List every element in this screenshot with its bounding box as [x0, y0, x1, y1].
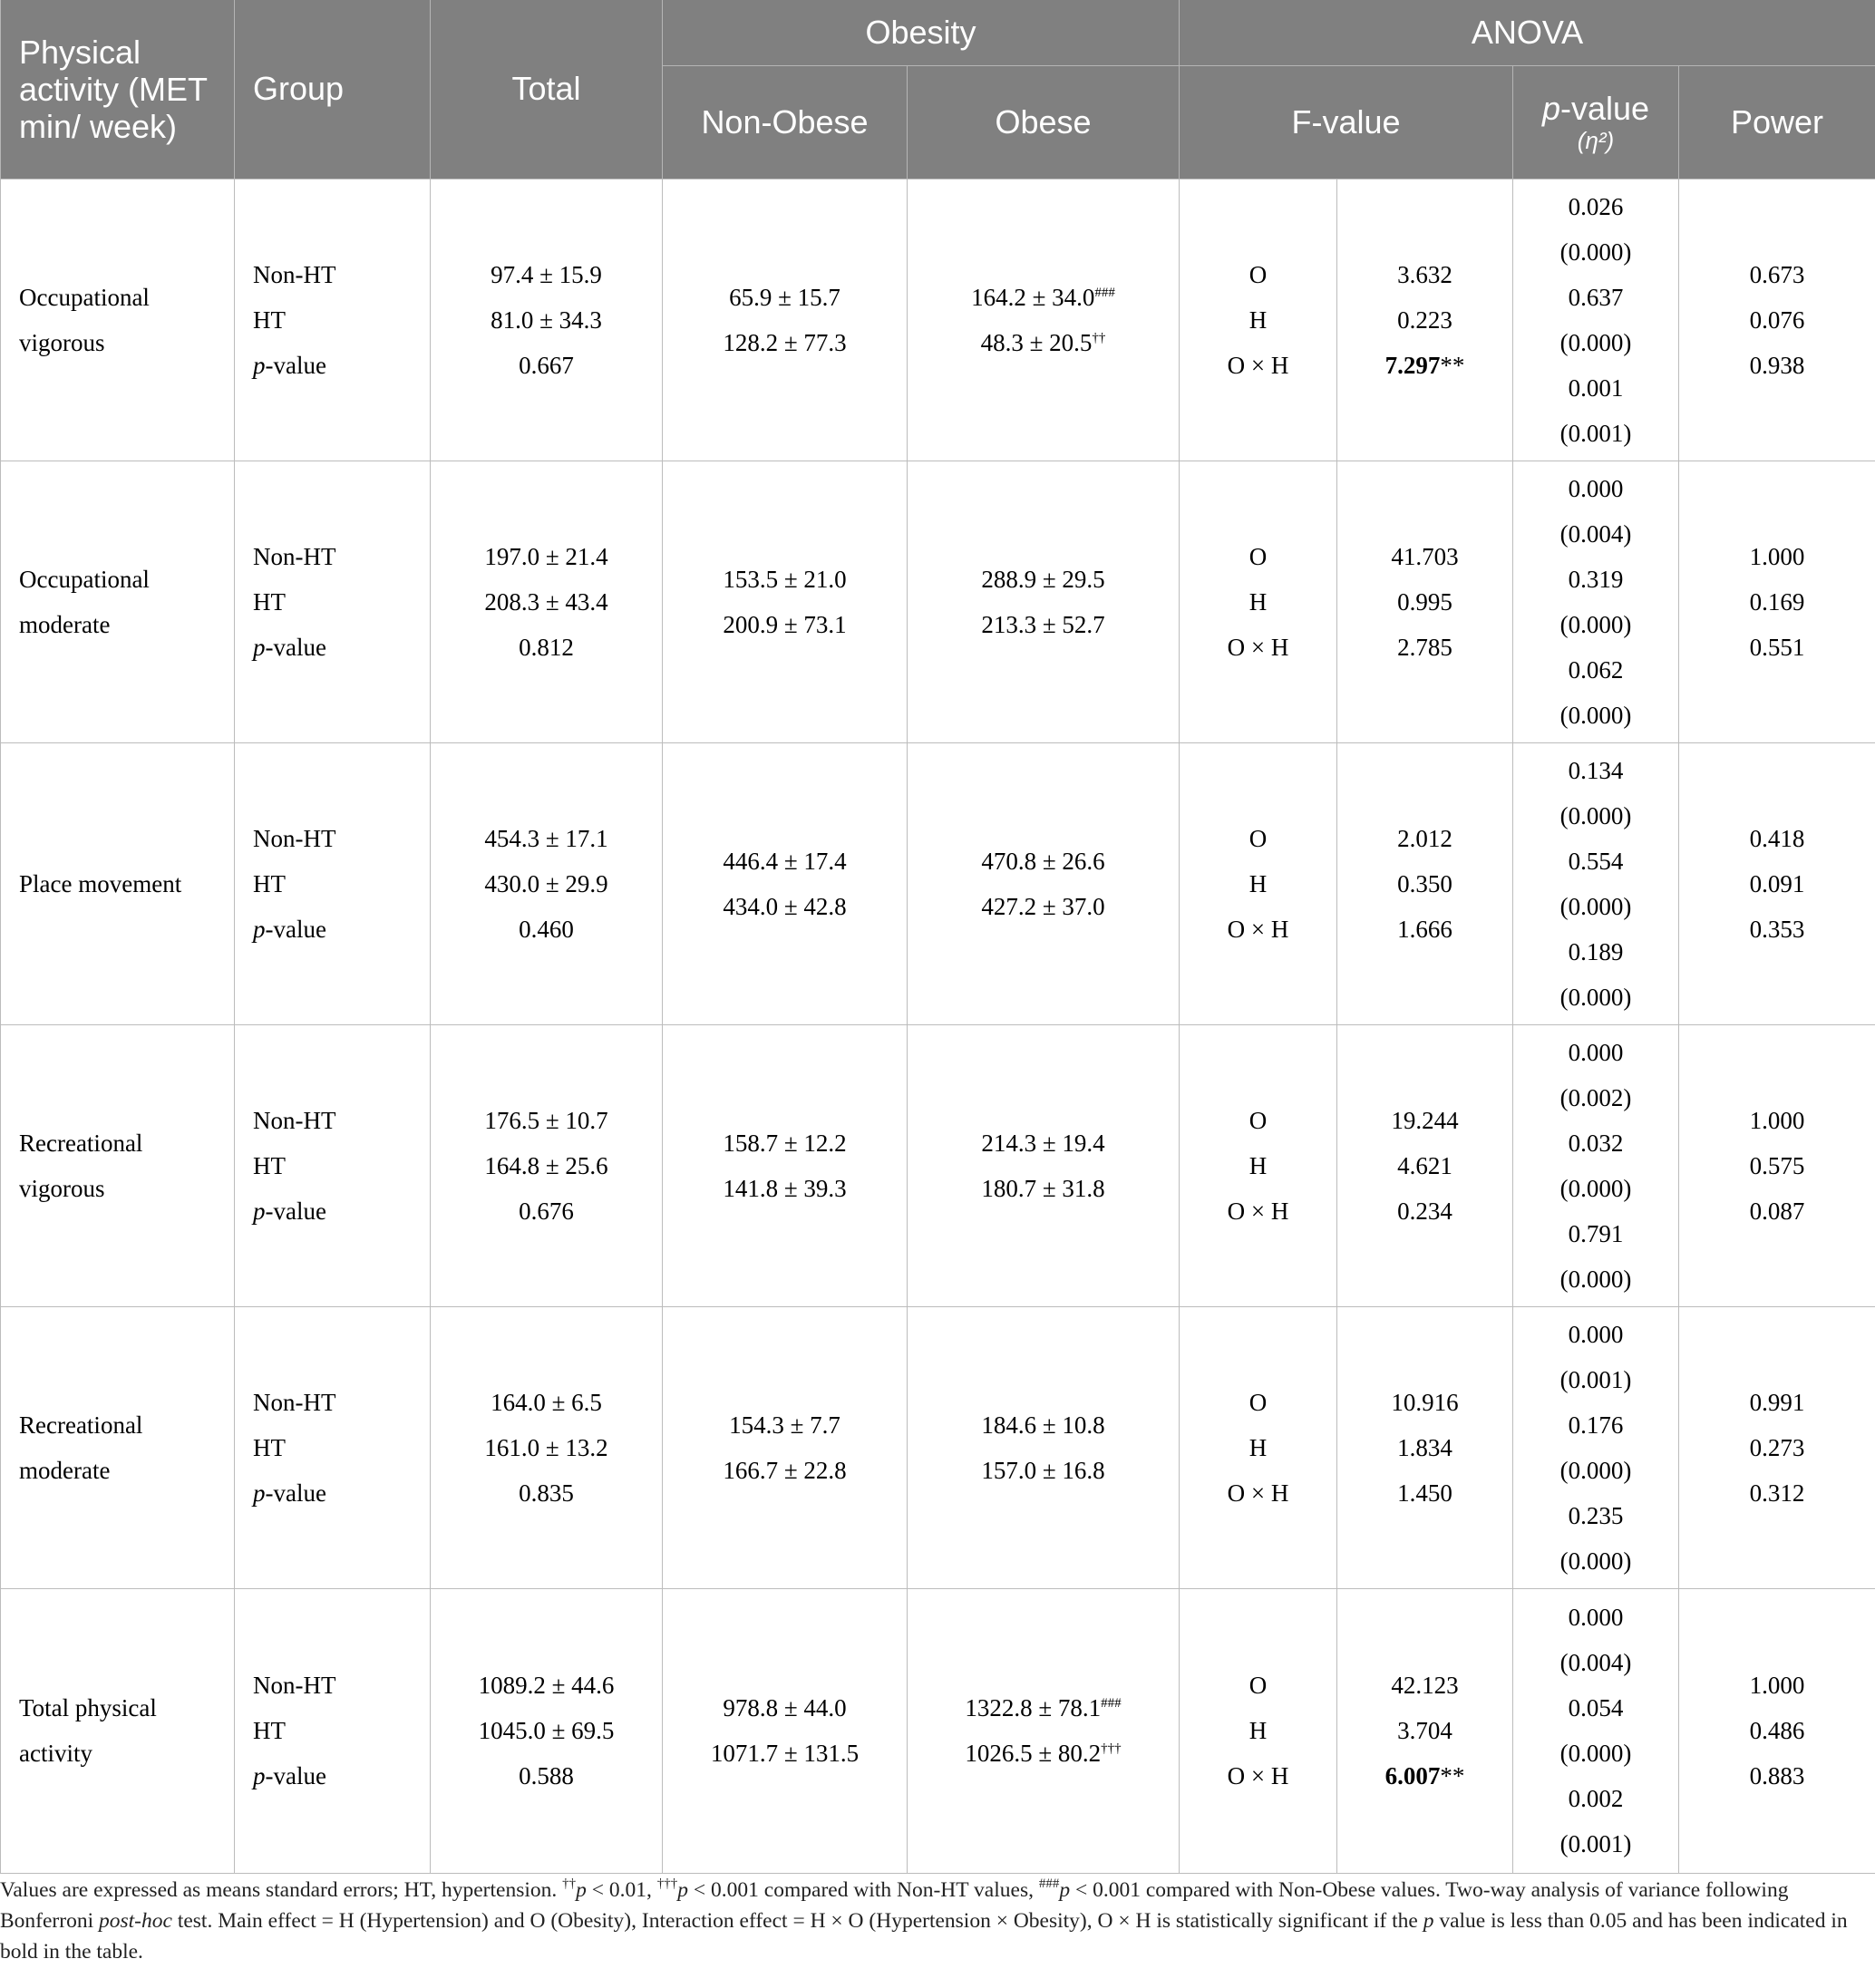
p-value: 0.000 [1568, 1038, 1624, 1066]
non-obese-cell [663, 1024, 908, 1306]
footnote-text: test. Main effect = H (Hypertension) and O (Obesity), Interaction effect = H × O (Hypertension × Obesity), O × H is statistically significant if the [171, 1909, 1423, 1933]
p-value: (0.000) [1559, 1174, 1632, 1202]
power-value: 0.312 [1749, 1479, 1805, 1507]
group-label: HT [253, 869, 286, 897]
effect-label: O [1248, 1106, 1268, 1134]
total-value: 97.4 ± 15.9 [491, 260, 602, 288]
non-obese-value: 65.9 ± 15.7 [729, 283, 840, 311]
activity-name: Occupational [19, 283, 150, 311]
p-value: (0.000) [1559, 1740, 1632, 1767]
header-p-letter: p [1541, 89, 1560, 127]
group-label-rest: -value [265, 1762, 326, 1789]
group-label: Non-HT [253, 260, 336, 288]
obese-value: 213.3 ± 52.7 [981, 610, 1105, 638]
effect-label: O × H [1227, 915, 1289, 943]
p-value: 0.189 [1568, 937, 1624, 965]
f-value: 41.703 [1391, 542, 1459, 570]
f-value-line [1337, 625, 1512, 670]
p-value: 0.637 [1568, 283, 1624, 311]
non-obese-value: 153.5 ± 21.0 [723, 565, 847, 593]
p-value: (0.004) [1559, 519, 1632, 548]
f-value: 0.995 [1397, 587, 1452, 616]
obese-value: 470.8 ± 26.6 [981, 847, 1105, 875]
activity-name: Total physical [19, 1694, 157, 1721]
obese-value-line [908, 275, 1179, 320]
f-value: 1.450 [1397, 1479, 1452, 1507]
obese-value: 214.3 ± 19.4 [981, 1129, 1105, 1157]
power-value: 1.000 [1749, 1672, 1805, 1699]
header-obesity: Obesity [663, 0, 1180, 65]
effect-cell [1180, 1588, 1337, 1873]
f-value-line [1337, 907, 1512, 952]
total-value: 1045.0 ± 69.5 [478, 1717, 615, 1744]
power-value: 0.076 [1749, 305, 1805, 334]
f-value-line [1337, 297, 1512, 343]
f-value-line [1337, 1098, 1512, 1143]
obese-value: 164.2 ± 34.0 [971, 283, 1095, 311]
power-value: 0.169 [1749, 587, 1805, 616]
p-value-cell [1513, 742, 1679, 1024]
p-value-cell [1513, 1306, 1679, 1588]
obese-significance-mark: ### [1094, 285, 1115, 300]
footnote-p: p [1423, 1909, 1434, 1933]
p-value: (0.000) [1559, 1456, 1632, 1484]
total-value: 176.5 ± 10.7 [484, 1106, 608, 1134]
effect-label: O [1248, 542, 1268, 570]
f-value-cell [1337, 742, 1513, 1024]
effect-cell [1180, 1024, 1337, 1306]
table-header [1, 0, 1875, 179]
header-f-value: F-value [1180, 65, 1513, 179]
effect-label: O × H [1227, 1762, 1289, 1789]
obese-value-line [908, 1731, 1179, 1776]
effect-label: H [1248, 1433, 1268, 1461]
header-p-value [1513, 65, 1679, 179]
activity-name-cell [1, 1306, 235, 1588]
non-obese-value: 446.4 ± 17.4 [723, 847, 847, 875]
p-value: (0.000) [1559, 610, 1632, 638]
obese-cell [908, 1306, 1180, 1588]
group-label [253, 907, 430, 952]
effect-label: O × H [1227, 1197, 1289, 1225]
group-cell [235, 461, 431, 742]
non-obese-cell [663, 179, 908, 461]
group-cell [235, 179, 431, 461]
non-obese-value: 166.7 ± 22.8 [723, 1456, 847, 1484]
power-cell [1679, 461, 1875, 742]
f-value-line [1337, 861, 1512, 907]
activity-name: Occupational [19, 565, 150, 593]
power-cell [1679, 1024, 1875, 1306]
p-value-cell [1513, 1024, 1679, 1306]
f-value: 0.350 [1397, 869, 1452, 897]
p-value: 0.026 [1568, 192, 1624, 220]
p-value-cell [1513, 1588, 1679, 1873]
power-value: 0.991 [1749, 1388, 1805, 1416]
p-value: 0.062 [1568, 655, 1624, 684]
non-obese-cell [663, 461, 908, 742]
group-label [253, 1470, 430, 1516]
header-obese: Obese [908, 65, 1180, 179]
non-obese-value: 128.2 ± 77.3 [723, 328, 847, 356]
total-value: 1089.2 ± 44.6 [478, 1672, 615, 1699]
p-value: (0.000) [1559, 238, 1632, 266]
table-body [1, 179, 1875, 1873]
power-value: 0.353 [1749, 915, 1805, 943]
total-value: 164.0 ± 6.5 [491, 1388, 602, 1416]
total-value: 430.0 ± 29.9 [484, 869, 608, 897]
obese-value: 184.6 ± 10.8 [981, 1411, 1105, 1439]
effect-label: O [1248, 1672, 1268, 1699]
header-non-obese: Non-Obese [663, 65, 908, 179]
non-obese-value: 978.8 ± 44.0 [723, 1694, 847, 1721]
group-label-p: p [253, 1762, 266, 1789]
obese-cell [908, 461, 1180, 742]
header-p-rest: -value [1560, 89, 1650, 127]
non-obese-value: 200.9 ± 73.1 [723, 610, 847, 638]
obese-value-line [908, 1448, 1179, 1493]
table-row [1, 1588, 1875, 1873]
total-cell [431, 1024, 663, 1306]
non-obese-cell [663, 1588, 908, 1873]
p-value-cell [1513, 179, 1679, 461]
table-row [1, 1306, 1875, 1588]
total-value: 197.0 ± 21.4 [484, 542, 608, 570]
obese-significance-mark: †† [1092, 330, 1106, 345]
f-value: 7.297 [1384, 351, 1441, 379]
p-value: (0.000) [1559, 328, 1632, 356]
obese-value-line [908, 1402, 1179, 1448]
f-value-line [1337, 816, 1512, 861]
group-label [253, 625, 430, 670]
table-row [1, 461, 1875, 742]
total-value: 0.835 [519, 1479, 574, 1507]
footnote-text: Values are expressed as means standard errors; HT, hypertension. [0, 1878, 563, 1902]
group-label: Non-HT [253, 824, 336, 852]
group-label: HT [253, 587, 286, 616]
obese-value: 427.2 ± 37.0 [981, 892, 1105, 920]
activity-name: Recreational [19, 1129, 143, 1157]
p-value: (0.001) [1559, 419, 1632, 447]
header-group: Group [235, 0, 431, 179]
effect-label: O [1248, 1388, 1268, 1416]
group-label-p: p [253, 1479, 266, 1507]
activity-name: vigorous [19, 328, 105, 356]
group-cell [235, 742, 431, 1024]
power-value: 0.551 [1749, 633, 1805, 661]
obese-value-line [908, 320, 1179, 365]
f-value: 4.621 [1397, 1151, 1452, 1179]
effect-label: O × H [1227, 1479, 1289, 1507]
effect-label: O × H [1227, 351, 1289, 379]
group-label [253, 1188, 430, 1234]
group-label-rest: -value [265, 1197, 326, 1225]
group-label-rest: -value [265, 351, 326, 379]
f-value-line [1337, 1708, 1512, 1753]
p-value: (0.002) [1559, 1083, 1632, 1111]
obese-cell [908, 179, 1180, 461]
p-value: (0.004) [1559, 1649, 1632, 1676]
p-value: 0.000 [1568, 474, 1624, 502]
group-label: Non-HT [253, 1672, 336, 1699]
obese-cell [908, 1588, 1180, 1873]
obese-value-line [908, 884, 1179, 929]
activity-name: Place movement [19, 869, 182, 897]
group-label: HT [253, 1433, 286, 1461]
f-value-cell [1337, 461, 1513, 742]
p-value: 0.791 [1568, 1219, 1624, 1247]
f-value-line [1337, 1663, 1512, 1708]
total-value: 0.812 [519, 633, 574, 661]
total-value: 454.3 ± 17.1 [484, 824, 608, 852]
power-value: 0.938 [1749, 351, 1805, 379]
p-value: (0.000) [1559, 892, 1632, 920]
obese-value: 1322.8 ± 78.1 [965, 1694, 1102, 1721]
f-value: 3.632 [1397, 260, 1452, 288]
f-value-line [1337, 534, 1512, 579]
header-physical-activity: Physical activity (MET min/ week) [1, 0, 235, 179]
p-value: 0.134 [1568, 756, 1624, 784]
obese-value: 288.9 ± 29.5 [981, 565, 1105, 593]
group-cell [235, 1588, 431, 1873]
f-value-cell [1337, 1024, 1513, 1306]
total-value: 0.460 [519, 915, 574, 943]
power-value: 0.273 [1749, 1433, 1805, 1461]
effect-label: O [1248, 824, 1268, 852]
activity-name-cell [1, 1588, 235, 1873]
footnote-p: p [677, 1878, 689, 1902]
p-value: 0.000 [1568, 1604, 1624, 1631]
group-label [253, 343, 430, 388]
effect-label: H [1248, 869, 1268, 897]
obese-value-line [908, 1166, 1179, 1211]
group-label: Non-HT [253, 1106, 336, 1134]
group-label: Non-HT [253, 1388, 336, 1416]
f-value: 2.785 [1397, 633, 1452, 661]
header-power: Power [1679, 65, 1875, 179]
activity-name: vigorous [19, 1174, 105, 1202]
group-label-rest: -value [265, 1479, 326, 1507]
effect-label: O [1248, 260, 1268, 288]
group-label: HT [253, 1151, 286, 1179]
total-value: 164.8 ± 25.6 [484, 1151, 608, 1179]
effect-cell [1180, 742, 1337, 1024]
f-value-line [1337, 343, 1512, 388]
f-value: 2.012 [1397, 824, 1452, 852]
group-label: HT [253, 305, 286, 334]
total-value: 208.3 ± 43.4 [484, 587, 608, 616]
group-label-p: p [253, 915, 266, 943]
effect-label: O × H [1227, 633, 1289, 661]
table-row [1, 742, 1875, 1024]
obese-cell [908, 1024, 1180, 1306]
f-value: 10.916 [1391, 1388, 1459, 1416]
power-value: 0.087 [1749, 1197, 1805, 1225]
f-value-line [1337, 1143, 1512, 1188]
group-label [253, 1753, 430, 1799]
group-label: Non-HT [253, 542, 336, 570]
activity-name: moderate [19, 610, 111, 638]
effect-cell [1180, 461, 1337, 742]
footnote-sup: ### [1038, 1876, 1060, 1891]
total-value: 81.0 ± 34.3 [491, 305, 602, 334]
p-value: (0.000) [1559, 801, 1632, 829]
f-value: 6.007 [1384, 1762, 1441, 1789]
f-value-line [1337, 252, 1512, 297]
power-cell [1679, 179, 1875, 461]
footnote-posthoc: post-hoc [99, 1909, 172, 1933]
p-value: 0.176 [1568, 1411, 1624, 1439]
total-cell [431, 1588, 663, 1873]
effect-label: H [1248, 1717, 1268, 1744]
f-value-cell [1337, 1588, 1513, 1873]
f-value-line [1337, 579, 1512, 625]
p-value: 0.554 [1568, 847, 1624, 875]
activity-name-cell [1, 179, 235, 461]
header-anova: ANOVA [1180, 0, 1875, 65]
p-value: (0.000) [1559, 1547, 1632, 1575]
total-value: 161.0 ± 13.2 [484, 1433, 608, 1461]
activity-name: moderate [19, 1456, 111, 1484]
p-value: (0.000) [1559, 983, 1632, 1011]
power-value: 1.000 [1749, 542, 1805, 570]
f-value: 3.704 [1397, 1717, 1452, 1744]
f-value-line [1337, 1188, 1512, 1234]
f-value: 0.234 [1397, 1197, 1452, 1225]
power-value: 0.883 [1749, 1762, 1805, 1789]
table-footnote [0, 1875, 1850, 1967]
obese-significance-mark: ††† [1101, 1741, 1122, 1756]
power-value: 1.000 [1749, 1106, 1805, 1134]
p-value: (0.000) [1559, 701, 1632, 729]
total-cell [431, 742, 663, 1024]
footnote-sup: †† [562, 1876, 577, 1891]
non-obese-value: 434.0 ± 42.8 [723, 892, 847, 920]
footnote-text: < 0.001 compared with Non-Obese values. Two-way analysis of variance following Bonferroni [0, 1878, 1789, 1933]
table-row [1, 179, 1875, 461]
power-value: 0.486 [1749, 1717, 1805, 1744]
obese-value-line [908, 1120, 1179, 1166]
non-obese-value: 141.8 ± 39.3 [723, 1174, 847, 1202]
p-value: 0.032 [1568, 1129, 1624, 1157]
non-obese-value: 158.7 ± 12.2 [723, 1129, 847, 1157]
f-significance-mark: ** [1440, 351, 1465, 379]
total-value: 0.676 [519, 1197, 574, 1225]
f-value: 19.244 [1391, 1106, 1459, 1134]
p-value: (0.001) [1559, 1365, 1632, 1393]
f-value: 1.834 [1397, 1433, 1452, 1461]
power-value: 0.673 [1749, 260, 1805, 288]
obese-value: 48.3 ± 20.5 [980, 328, 1093, 356]
activity-name: activity [19, 1740, 92, 1767]
obese-significance-mark: ### [1101, 1696, 1122, 1711]
total-cell [431, 179, 663, 461]
f-value-line [1337, 1753, 1512, 1799]
non-obese-cell [663, 1306, 908, 1588]
p-value: 0.054 [1568, 1694, 1624, 1721]
obese-value: 157.0 ± 16.8 [981, 1456, 1105, 1484]
header-eta: (η²) [1577, 126, 1615, 154]
p-value: 0.001 [1568, 373, 1624, 402]
obese-cell [908, 742, 1180, 1024]
power-value: 0.091 [1749, 869, 1805, 897]
p-value: 0.000 [1568, 1320, 1624, 1348]
footnote-p: p [1059, 1878, 1071, 1902]
power-cell [1679, 1306, 1875, 1588]
total-value: 0.588 [519, 1762, 574, 1789]
total-cell [431, 461, 663, 742]
f-value-line [1337, 1380, 1512, 1425]
non-obese-value: 1071.7 ± 131.5 [710, 1740, 860, 1767]
power-value: 0.418 [1749, 824, 1805, 852]
footnote-sup: ††† [656, 1876, 678, 1891]
group-label: HT [253, 1717, 286, 1744]
effect-cell [1180, 179, 1337, 461]
p-value: (0.001) [1559, 1830, 1632, 1857]
footnote-p: p [576, 1878, 587, 1902]
group-cell [235, 1024, 431, 1306]
obese-value: 1026.5 ± 80.2 [965, 1740, 1102, 1767]
footnote-text: < 0.01, [586, 1878, 657, 1902]
obese-value-line [908, 1685, 1179, 1731]
obese-value-line [908, 557, 1179, 602]
total-value: 0.667 [519, 351, 574, 379]
f-value-cell [1337, 1306, 1513, 1588]
obese-value-line [908, 839, 1179, 884]
f-value: 42.123 [1391, 1672, 1459, 1699]
f-value: 1.666 [1397, 915, 1452, 943]
p-value: 0.002 [1568, 1785, 1624, 1812]
group-label-p: p [253, 633, 266, 661]
group-label-rest: -value [265, 915, 326, 943]
obese-value: 180.7 ± 31.8 [981, 1174, 1105, 1202]
power-cell [1679, 742, 1875, 1024]
effect-cell [1180, 1306, 1337, 1588]
power-cell [1679, 1588, 1875, 1873]
activity-name-cell [1, 461, 235, 742]
f-value: 0.223 [1397, 305, 1452, 334]
effect-label: H [1248, 587, 1268, 616]
total-cell [431, 1306, 663, 1588]
group-cell [235, 1306, 431, 1588]
p-value: (0.000) [1559, 1265, 1632, 1293]
table-row [1, 1024, 1875, 1306]
effect-label: H [1248, 1151, 1268, 1179]
group-label-p: p [253, 1197, 266, 1225]
non-obese-cell [663, 742, 908, 1024]
p-value-cell [1513, 461, 1679, 742]
p-value: 0.319 [1568, 565, 1624, 593]
group-label-rest: -value [265, 633, 326, 661]
power-value: 0.575 [1749, 1151, 1805, 1179]
footnote-text: value is less than 0.05 and has been indicated in bold in the table. [0, 1909, 1848, 1964]
obese-value-line [908, 602, 1179, 647]
f-value-line [1337, 1425, 1512, 1470]
effect-label: H [1248, 305, 1268, 334]
activity-name-cell [1, 1024, 235, 1306]
non-obese-value: 154.3 ± 7.7 [729, 1411, 840, 1439]
footnote-text: < 0.001 compared with Non-HT values, [688, 1878, 1039, 1902]
activity-name-cell [1, 742, 235, 1024]
header-total: Total [431, 0, 663, 179]
f-value-cell [1337, 179, 1513, 461]
group-label-p: p [253, 351, 266, 379]
f-value-line [1337, 1470, 1512, 1516]
activity-name: Recreational [19, 1411, 143, 1439]
f-significance-mark: ** [1440, 1762, 1465, 1789]
p-value: 0.235 [1568, 1501, 1624, 1529]
